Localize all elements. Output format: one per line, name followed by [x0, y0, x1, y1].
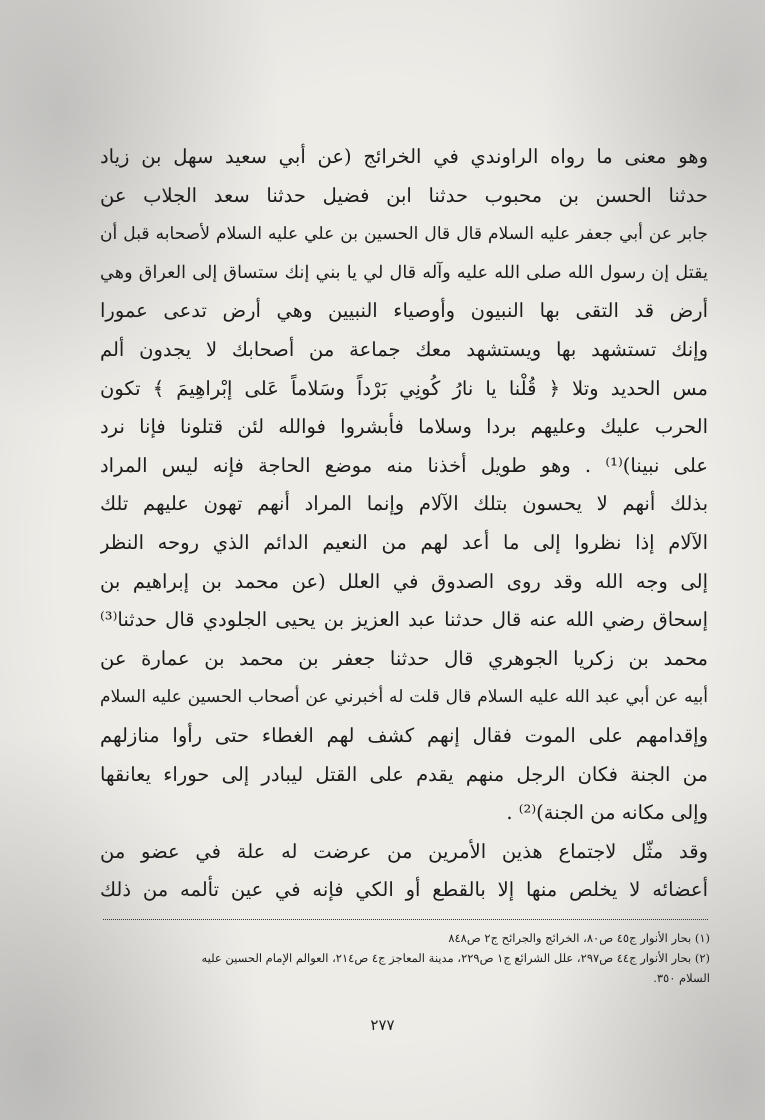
text-line: أرض قد التقى بها النبيون وأوصياء النبيين وهي أرض تدعى عمورا — [100, 299, 708, 323]
text-line: حدثنا الحسن بن محبوب حدثنا ابن فضيل حدثنا سعد الجلاب عن — [100, 183, 708, 207]
text-line: جابر عن أبي جعفر عليه السلام قال قال الحسين بن علي عليه السلام لأصحابه قبل أن — [100, 224, 708, 245]
text-line: إلى وجه الله وقد روى الصدوق في العلل (عن محمد بن إبراهيم بن — [100, 569, 708, 593]
text-line: يقتل إن رسول الله صلى الله عليه وآله قال لي يا بني إنك ستساق إلى العراق وهي — [100, 262, 708, 283]
text-line: على نبينا)⁽¹⁾ . وهو طويل أخذنا منه موضع الحاجة فإنه ليس المراد — [100, 453, 708, 477]
text-line: الحرب عليك وعليهم بردا وسلاما فأبشروا فوالله لئن قتلونا فإنا نرد — [100, 415, 708, 439]
text-line: محمد بن زكريا الجوهري قال حدثنا جعفر بن محمد بن عمارة عن — [100, 646, 708, 670]
text-line: من الجنة فكان الرجل منهم يقدم على القتل ليبادر إلى حوراء يعانقها — [100, 762, 708, 786]
text-line: بذلك أنهم لا يحسون بتلك الآلام وإنما المراد أنهم تهون عليهم تلك — [100, 492, 708, 516]
footnote-1: (١) بحار الأنوار ج٤٥ ص٨٠، الخرائج والجرائح ج٢ ص٨٤٨ — [448, 931, 710, 945]
page-number: ٢٧٧ — [370, 1016, 395, 1034]
footnote-2: (٢) بحار الأنوار ج٤٤ ص٢٩٧، علل الشرائع ج١ ص٢٢٩، مدينة المعاجز ج٤ ص٢١٤، العوالم الإمام الحسين عليه — [201, 951, 710, 965]
footnote-divider — [103, 919, 708, 920]
text-line: أعضائه لا يخلص منها إلا بالقطع أو الكي فإنه في عين تألمه من ذلك — [100, 878, 708, 902]
text-line: أبيه عن أبي عبد الله عليه السلام قال قلت له أخبرني عن أصحاب الحسين عليه السلام — [100, 687, 708, 708]
text-line: إسحاق رضي الله عنه قال حدثنا عبد العزيز بن يحيى الجلودي قال حدثنا⁽³⁾ — [100, 608, 708, 632]
footnote-2-continued: السلام ٣٥٠. — [653, 971, 710, 985]
footnotes — [100, 928, 710, 988]
text-line: وإنك تستشهد بها ويستشهد معك جماعة من أصحابك لا يجدون ألم — [100, 337, 708, 361]
text-line: الآلام إذا نظروا إلى ما أعد لهم من النعيم الدائم الذي روحه النظر — [100, 530, 708, 554]
text-line: وهو معنى ما رواه الراوندي في الخرائج (عن أبي سعيد سهل بن زياد — [100, 145, 708, 168]
text-line: وإقدامهم على الموت فقال إنهم كشف لهم الغطاء حتى رأوا منازلهم — [100, 723, 708, 747]
main-text — [100, 138, 708, 910]
text-line: مس الحديد وتلا ﴿ قُلْنا يا نارُ كُونِي بَرْداً وسَلاماً عَلى إبْراهِيمَ ﴾ تكون — [100, 376, 708, 400]
text-line: وإلى مكانه من الجنة)⁽²⁾ . — [506, 801, 708, 825]
text-line: وقد مثّل لاجتماع هذين الأمرين من عرضت له علة في عضو من — [100, 839, 708, 863]
